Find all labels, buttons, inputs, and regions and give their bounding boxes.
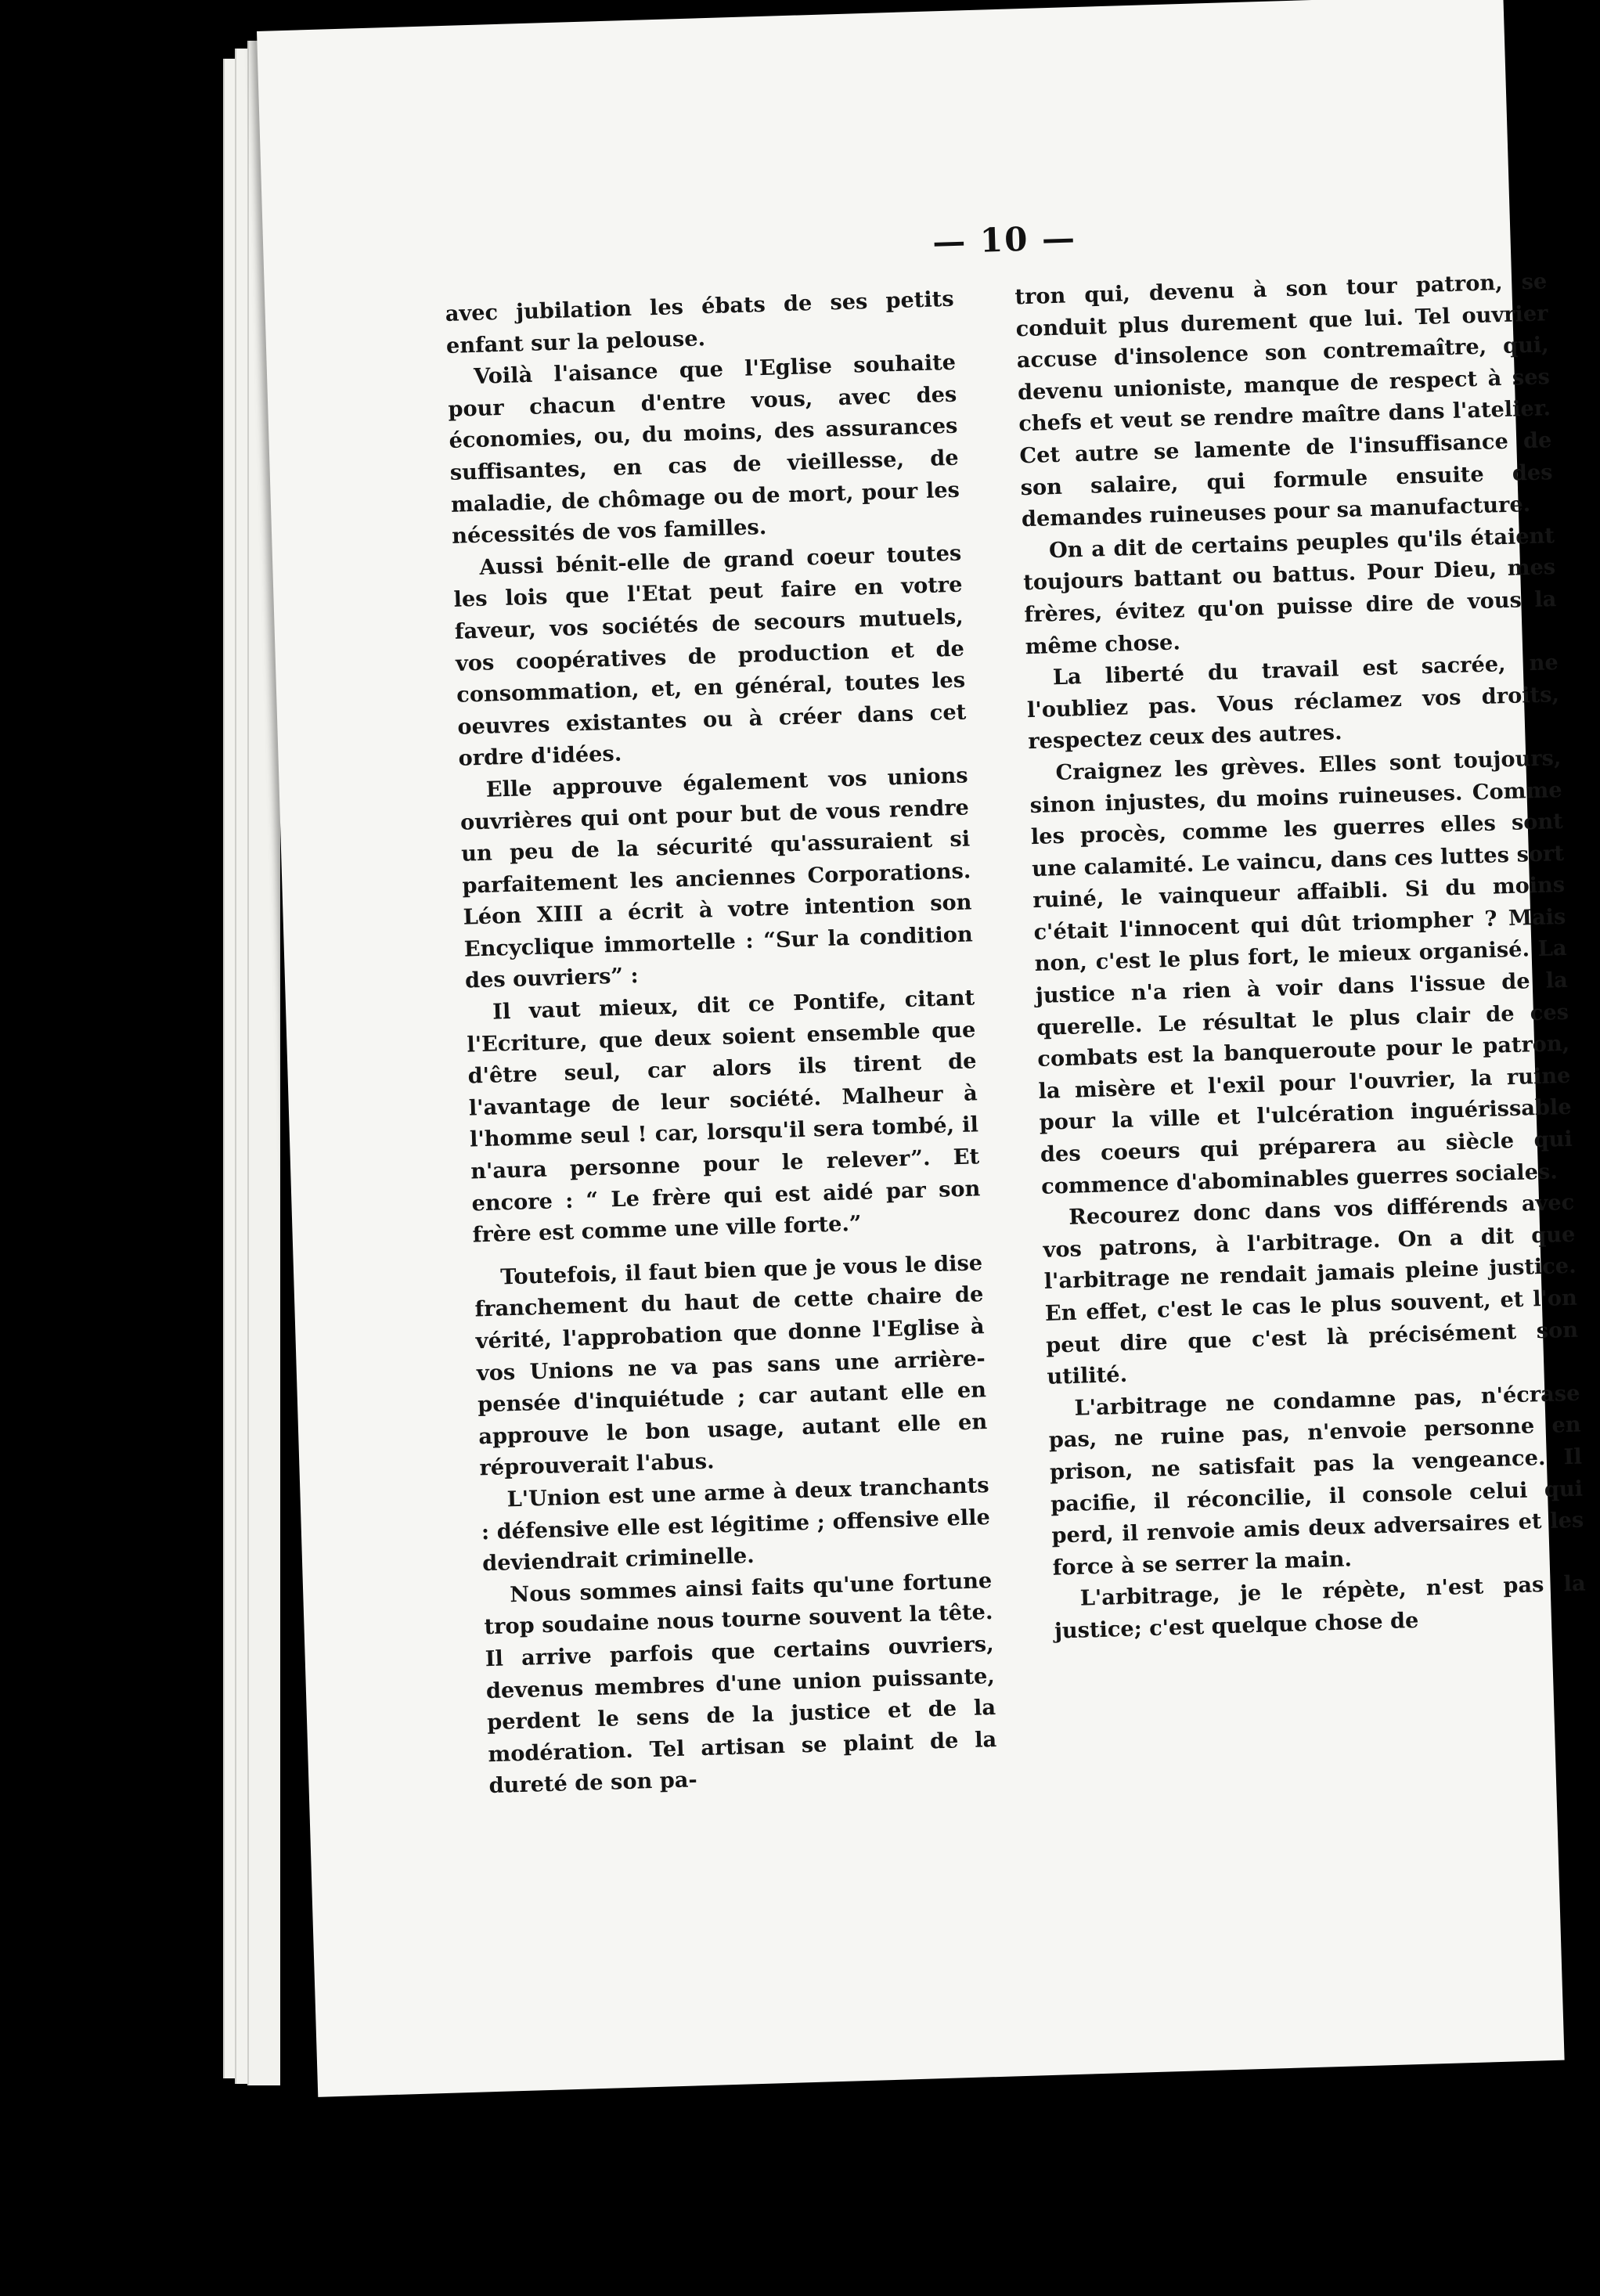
- paragraph: Nous sommes ainsi faits qu'une fortune trop soudaine nous tourne souvent la tête. Il arrive parfois que certains ouvriers, devenus membres d'une union puissante, perdent le sens de la justice et de la modération. Tel artisan se plaint de la dureté de son pa-: [484, 1567, 997, 1799]
- paragraph: La liberté du travail est sacrée, ne l'oubliez pas. Vous réclamez vos droits, respectez ceux des autres.: [1026, 650, 1560, 755]
- paragraph: avec jubilation les ébats de ses petits enfant sur la pelouse.: [445, 286, 955, 359]
- quoted-paragraph: Il vaut mieux, dit ce Pontife, citant l'Ecriture, que deux soient ensemble que d'être seul, car alors ils tirent de l'avantage de leur société. Malheur à l'homme seul ! car, lorsqu'il sera tombé, il n'aura personne pour le relever”. Et encore : “ Le frère qui est aidé par son frère est comme une ville forte.”: [467, 985, 981, 1248]
- paragraph: tron qui, devenu à son tour patron, se conduit plus durement que lui. Tel ouvrier accuse d'insolence son contremaître, qui, devenu unioniste, manque de respect à ses chefs et veut se rendre maître dans l'atelier. Cet autre se lamente de l'insuffisance de son salaire, qui formule ensuite des demandes ruineuses pour sa manufacture.: [1014, 269, 1553, 532]
- paragraph: Voilà l'aisance que l'Eglise souhaite pour chacun d'entre vous, avec des économies, ou, du moins, des assurances suffisantes, en cas de vieillesse, de maladie, de chômage ou de mort, pour les nécessités de vos familles.: [447, 349, 960, 550]
- paragraph: Craignez les grèves. Elles sont toujours, sinon injustes, du moins ruineuses. Comme les procès, comme les guerres elles sont une calamité. Le vaincu, dans ces luttes sort ruiné, le vainqueur affaibli. Si du moins c'était l'innocent qui dût triompher ? Mais non, c'est le plus fort, le mieux organisé. La justice n'a rien à voir dans l'issue de la querelle. Le résultat le plus clair de ces combats est la banqueroute pour le patron, la misère et l'exil pour l'ouvrier, la ruine pour la ville et l'ulcération inguérissable des coeurs qui préparera au siècle qui commence d'abominables guerres sociales.: [1029, 744, 1573, 1199]
- right-text-column: [1014, 265, 1587, 1647]
- paragraph: On a dit de certains peuples qu'ils étaient toujours battant ou battus. Pour Dieu, mes frères, évitez qu'on puisse dire de vous la même chose.: [1022, 522, 1557, 659]
- page-number: — 10 —: [932, 218, 1077, 261]
- paragraph: Toutefois, il faut bien que je vous le dise franchement du haut de cette chaire de vérité, l'approbation que donne l'Eglise à vos Unions ne va pas sans une arrière-pensée d'inquiétude ; car autant elle en approuve le bon usage, autant elle en réprouverait l'abus.: [474, 1250, 988, 1481]
- paragraph: L'arbitrage ne condamne pas, n'écrase pas, ne ruine pas, n'envoie personne en prison, ne satisfait pas la vengeance. Il pacifie, il réconcilie, il console celui qui perd, il renvoie amis deux adversaires et les force à se serrer la main.: [1048, 1380, 1584, 1581]
- book-page: [257, 0, 1587, 2097]
- paragraph: L'arbitrage, je le répète, n'est pas la justice; c'est quelque chose de: [1054, 1570, 1587, 1644]
- paragraph: Recourez donc dans vos différends avec vos patrons, à l'arbitrage. On a dit que l'arbitrage ne rendait jamais pleine justice. En effet, c'est le cas le plus souvent, et l'on peut dire que c'est là précisément son utilité.: [1043, 1189, 1579, 1389]
- paragraph: Elle approuve également vos unions ouvrières qui ont pour but de vous rendre un peu de la sécurité qu'assuraient si parfaitement les anciennes Corporations. Léon XIII a écrit à votre intention son Encyclique immortelle : “Sur la condition des ouvriers” :: [459, 762, 974, 994]
- left-text-column: [445, 283, 998, 1802]
- paragraph: L'Union est une arme à deux tranchants : défensive elle est légitime ; offensive elle deviendrait criminelle.: [481, 1472, 991, 1577]
- paragraph: Aussi bénit-elle de grand coeur toutes les lois que l'Etat peut faire en votre faveur, vos sociétés de secours mutuels, vos coopératives de production et de consommation, et, en général, toutes les oeuvres existantes ou à créer dans cet ordre d'idées.: [453, 540, 967, 772]
